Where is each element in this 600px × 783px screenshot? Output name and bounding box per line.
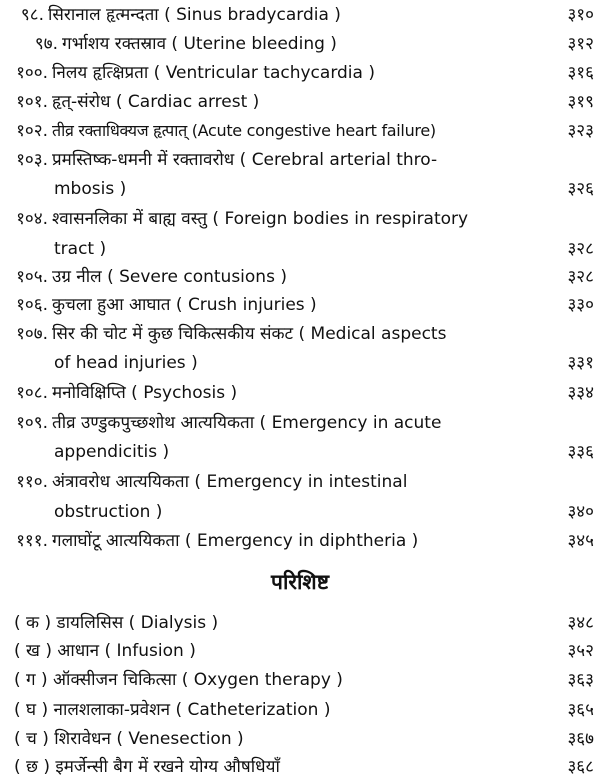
entry-title: हृत्-संरोध ( Cardiac arrest ) xyxy=(52,92,260,112)
entry-number: १०१. xyxy=(16,92,48,112)
appendix-heading: परिशिष्ट xyxy=(271,570,329,594)
toc-entry xyxy=(0,292,600,318)
toc-entry-continuation xyxy=(0,439,600,465)
entry-page: ३३६ xyxy=(567,442,594,462)
entry-title: अंत्रावरोध आत्ययिकता ( Emergency in intestinal xyxy=(52,472,408,492)
entry-page: ३१६ xyxy=(567,63,594,83)
entry-number: ११०. xyxy=(16,472,48,492)
appendix-title: ( ख ) आधान ( Infusion ) xyxy=(14,641,196,661)
entry-page: ३२६ xyxy=(567,179,594,199)
toc-entry xyxy=(0,2,600,28)
toc-entry xyxy=(0,147,600,173)
appendix-entry xyxy=(0,754,600,780)
toc-entry xyxy=(0,31,600,57)
appendix-title: ( क ) डायलिसिस ( Dialysis ) xyxy=(14,613,219,633)
entry-page: ३३० xyxy=(567,295,594,315)
toc-entry xyxy=(0,380,600,406)
toc-entry xyxy=(0,206,600,232)
entry-title: तीव्र रक्ताधिक्यज हृत्पात् (Acute congestive heart failure) xyxy=(52,121,436,140)
appendix-page: ३५२ xyxy=(567,641,594,661)
entry-number: १११. xyxy=(16,531,48,551)
entry-title: कुचला हुआ आघात ( Crush injuries ) xyxy=(52,295,317,315)
entry-page: ३१९ xyxy=(567,92,594,112)
entry-number: १०७. xyxy=(16,324,48,344)
entry-page: ३२८ xyxy=(567,239,594,259)
entry-number: १०९. xyxy=(16,413,48,433)
entry-number: ९८. xyxy=(20,5,44,25)
toc-entry xyxy=(0,528,600,554)
entry-title: श्वासनलिका में बाह्य वस्तु ( Foreign bodies in respiratory xyxy=(52,209,469,229)
entry-title: तीव्र उण्डुकपुच्छशोथ आत्ययिकता ( Emergency in acute xyxy=(52,413,442,433)
entry-title-continued: mbosis ) xyxy=(54,179,127,199)
toc-entry xyxy=(0,410,600,436)
entry-number: १००. xyxy=(16,63,48,83)
entry-page: ३२८ xyxy=(567,267,594,287)
appendix-entry xyxy=(0,610,600,636)
entry-title-continued: of head injuries ) xyxy=(54,353,198,373)
entry-page: ३१० xyxy=(567,5,594,25)
entry-title-continued: tract ) xyxy=(54,239,107,259)
entry-title: गलाघोंटू आत्ययिकता ( Emergency in diphtheria ) xyxy=(52,531,419,551)
entry-number: ९७. xyxy=(34,34,58,54)
entry-page: ३४५ xyxy=(567,531,594,551)
toc-entry-continuation xyxy=(0,236,600,262)
toc-entry xyxy=(0,60,600,86)
appendix-page: ३६८ xyxy=(567,757,594,777)
entry-page: ३४० xyxy=(567,502,594,522)
entry-number: १०२. xyxy=(16,121,48,141)
entry-title: सिरानाल हृत्मन्दता ( Sinus bradycardia ) xyxy=(48,5,341,25)
entry-title-continued: obstruction ) xyxy=(54,502,163,522)
entry-page: ३१२ xyxy=(567,34,594,54)
toc-entry xyxy=(0,118,600,144)
appendix-title: ( च ) शिरावेधन ( Venesection ) xyxy=(14,729,244,749)
entry-number: १०५. xyxy=(16,267,48,287)
entry-page: ३३१ xyxy=(567,353,594,373)
appendix-page: ३६५ xyxy=(567,700,594,720)
entry-number: १०३. xyxy=(16,150,48,170)
toc-entry xyxy=(0,321,600,347)
toc-entry xyxy=(0,264,600,290)
toc-entry-continuation xyxy=(0,176,600,202)
entry-page: ३२३ xyxy=(567,121,594,141)
entry-number: १०६. xyxy=(16,295,48,315)
appendix-entry xyxy=(0,638,600,664)
entry-title: उग्र नील ( Severe contusions ) xyxy=(52,267,287,287)
appendix-title: ( छ ) इमर्जेन्सी बैग में रखने योग्य औषधियाँ xyxy=(14,757,280,777)
appendix-entry xyxy=(0,667,600,693)
entry-number: १०८. xyxy=(16,383,48,403)
appendix-page: ३६३ xyxy=(567,670,594,690)
appendix-entry xyxy=(0,726,600,752)
entry-page: ३३४ xyxy=(567,383,594,403)
entry-title: सिर की चोट में कुछ चिकित्सकीय संकट ( Medical aspects xyxy=(52,324,447,344)
toc-entry-continuation xyxy=(0,499,600,525)
toc-entry xyxy=(0,89,600,115)
entry-title: प्रमस्तिष्क-धमनी में रक्तावरोध ( Cerebral arterial thro- xyxy=(52,150,438,170)
appendix-entry xyxy=(0,697,600,723)
entry-number: १०४. xyxy=(16,209,48,229)
appendix-title: ( घ ) नालशलाका-प्रवेशन ( Catheterization ) xyxy=(14,700,331,720)
appendix-page: ३६७ xyxy=(567,729,594,749)
entry-title: मनोविक्षिप्ति ( Psychosis ) xyxy=(52,383,238,403)
entry-title: गर्भाशय रक्तस्राव ( Uterine bleeding ) xyxy=(62,34,337,54)
appendix-title: ( ग ) ऑक्सीजन चिकित्सा ( Oxygen therapy ) xyxy=(14,670,343,690)
entry-title: निलय हृत्क्षिप्रता ( Ventricular tachycardia ) xyxy=(52,63,375,83)
appendix-page: ३४८ xyxy=(567,613,594,633)
entry-title-continued: appendicitis ) xyxy=(54,442,170,462)
toc-entry xyxy=(0,469,600,495)
toc-entry-continuation xyxy=(0,350,600,376)
